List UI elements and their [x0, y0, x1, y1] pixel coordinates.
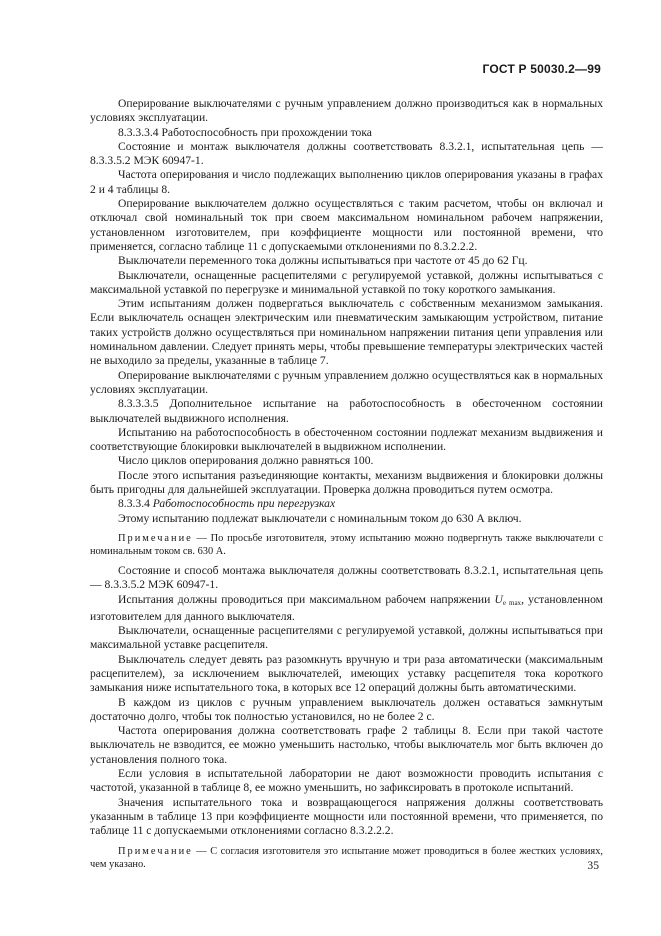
note-label: Примечание [118, 532, 193, 544]
note-text: — По просьбе изготовителя, этому испытанию можно подвергнуть также выключатели с номинальным током св. 630 А. [90, 532, 603, 557]
standard-header: ГОСТ Р 50030.2—99 [482, 62, 601, 76]
paragraph: Состояние и способ монтажа выключателя должны соответствовать 8.3.2.1, испытательная цепь — 8.3.3.5.2 МЭК 60947-1. [90, 563, 603, 592]
paragraph: Выключатели переменного тока должны испытываться при частоте от 45 до 62 Гц. [118, 254, 528, 268]
paragraph: В каждом из циклов с ручным управлением выключатель должен оставаться замкнутым достаточно долго, чтобы ток полностью установился, но не более 2 с. [90, 695, 603, 723]
section-heading [90, 497, 603, 511]
paragraph: Если условия в испытательной лаборатории не дают возможности проводить испытания с частотой, указанной в таблице 8, ее можно уменьшить, но зафиксировать в протоколе испытаний. [90, 767, 603, 795]
text-part: Испытания должны проводиться при максимальном рабочем напряжении [118, 592, 495, 606]
voltage-symbol: U [494, 592, 503, 606]
paragraph: Оперирование выключателями с ручным управлением должно осуществляться как в нормальных условиях эксплуатации. [90, 368, 603, 396]
paragraph: Число циклов оперирования должно равняться 100. [118, 454, 374, 468]
voltage-subscript: e max [502, 598, 522, 607]
paragraph: Значения испытательного тока и возвращающегося напряжения должны соответствовать указанным в таблице 13 при коэффициенте мощности или постоянной времени, что применяется, по таблице 11 с допускаемыми отклонениями согласно 8.3.2.2.2. [90, 795, 603, 838]
section-heading: 8.3.3.3.4 Работоспособность при прохождении тока [118, 125, 372, 139]
note [90, 532, 603, 558]
paragraph: Частота оперирования и число подлежащих выполнению циклов оперирования указаны в графах 2 и 4 таблицы 8. [90, 168, 603, 196]
paragraph: Этим испытаниям должен подвергаться выключатель с собственным механизмом замыкания. Если выключатель оснащен электрическим или пневматическим замыкающим устройством, питание таких устройств должно осуществляться при номинальном напряжении питания цепи управления или номинальном давлении. Следует принять меры, чтобы превышение температуры электрических частей не выходило за пределы, указанные в таблице 7. [90, 297, 603, 368]
page-number: 35 [587, 859, 599, 872]
paragraph: Выключатели, оснащенные расцепителями с регулируемой уставкой, должны испытываться при максимальной уставке расцепителя. [90, 624, 603, 652]
document-body [90, 97, 603, 877]
section-title: Работоспособность при перегрузках [152, 497, 336, 511]
paragraph [90, 593, 603, 625]
section-number: 8.3.3.4 [118, 497, 150, 511]
section-heading: 8.3.3.3.5 Дополнительное испытание на работоспособность в обесточенном состоянии выключателей выдвижного исполнения. [90, 397, 603, 425]
paragraph: После этого испытания разъединяющие контакты, механизм выдвижения и блокировки должны быть пригодны для дальнейшей эксплуатации. Проверка должна проводиться путем осмотра. [90, 468, 603, 497]
paragraph: Выключатели, оснащенные расцепителями с регулируемой уставкой, должны испытываться с максимальной уставкой по перегрузке и минимальной уставкой по току короткого замыкания. [90, 268, 603, 296]
note-label: Примечание [118, 845, 193, 857]
paragraph: Оперирование выключателем должно осуществляться с таким расчетом, чтобы он включал и отключал свой номинальный ток при своем максимальном номинальном рабочем напряжении, установленном изготовителем, при коэффициенте мощности или постоянной времени, что применяется, согласно таблице 11 с допускаемыми отклонениями по 8.3.2.2.2. [90, 197, 603, 253]
text-part: , установленном изготовителем для данного выключателя. [90, 592, 603, 623]
note [90, 845, 603, 871]
note-text: — С согласия изготовителя это испытание может проводиться в более жестких условиях, чем указано. [90, 845, 603, 870]
paragraph: Частота оперирования должна соответствовать графе 2 таблицы 8. Если при такой частоте выключатель не взводится, ее можно уменьшить настолько, чтобы выключатель мог быть включен до установления полного тока. [90, 724, 603, 766]
paragraph: Испытанию на работоспособность в обесточенном состоянии подлежат механизм выдвижения и соответствующие блокировки выключателей в выдвижном исполнении. [90, 425, 603, 454]
paragraph: Оперирование выключателями с ручным управлением должно производиться как в нормальных условиях эксплуатации. [90, 97, 603, 125]
paragraph: Этому испытанию подлежат выключатели с номинальным током до 630 А включ. [118, 511, 522, 525]
paragraph: Состояние и монтаж выключателя должны соответствовать 8.3.2.1, испытательная цепь — 8.3.3.5.2 МЭК 60947-1. [90, 139, 603, 168]
paragraph: Выключатель следует девять раз разомкнуть вручную и три раза автоматически (максимальным расцепителем), за исключением выключателей, имеющих уставку расцепителя тока короткого замыкания ниже испытательного тока, в которых все 12 операций должны быть автоматическими. [90, 652, 603, 695]
